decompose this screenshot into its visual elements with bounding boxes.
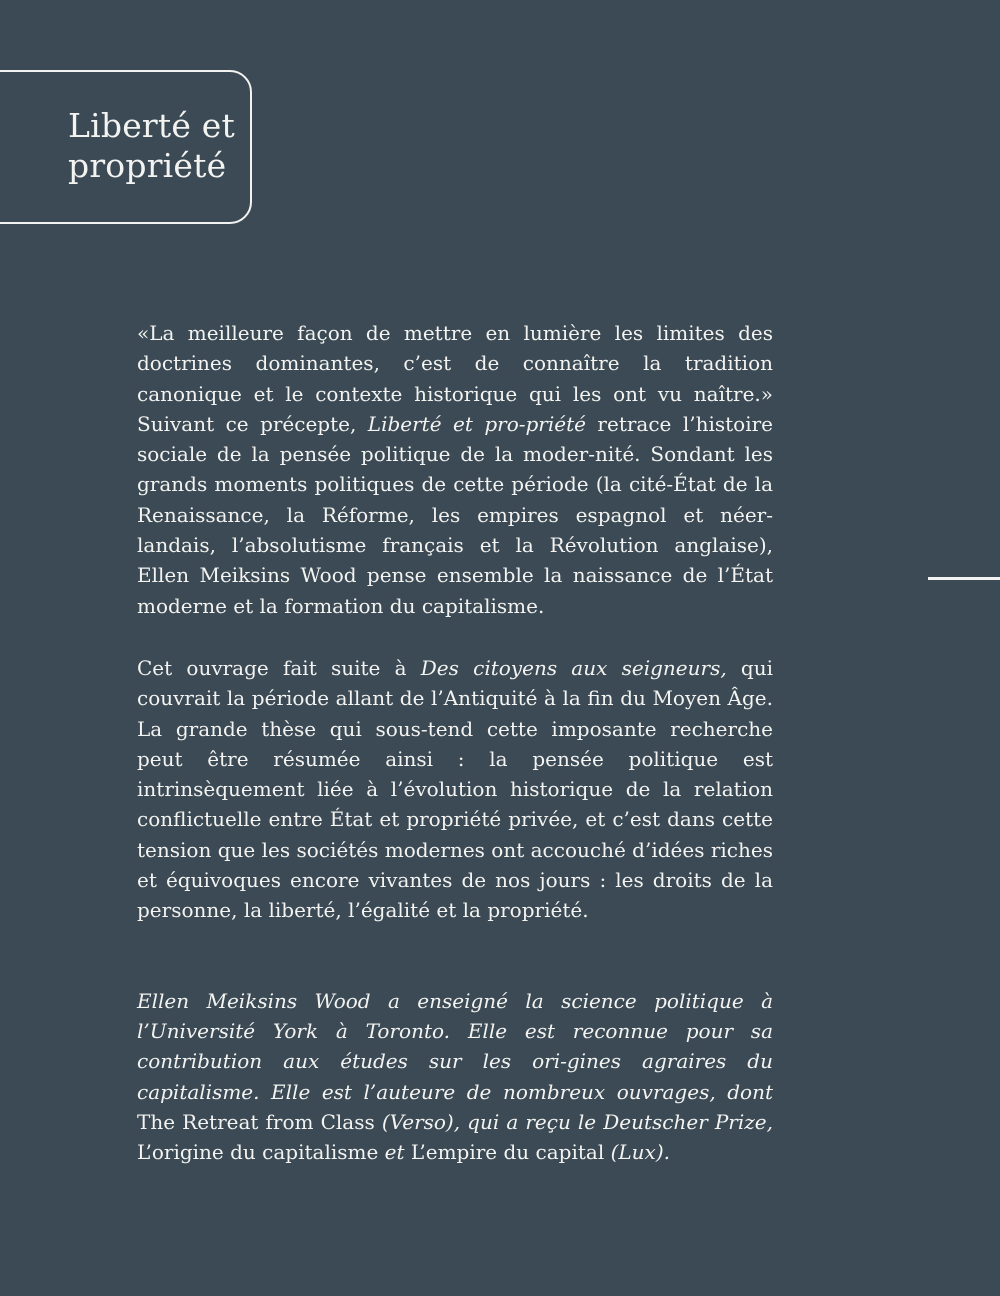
book-title xyxy=(68,106,238,185)
bio-book-2: L’origine du capitalisme xyxy=(137,1140,379,1165)
bio-book-3: L’empire du capital xyxy=(410,1140,605,1165)
bio-text-d: (Lux). xyxy=(604,1140,670,1165)
book-title-line-1: Liberté et xyxy=(68,106,235,145)
summary-1-text-b: retrace l’histoire sociale de la pensée politique de la moder-nité. Sondant les grands moments politiques de cette période (la cité-État de la Renaissance, la Réforme, les empires espagnol et néer-landais, l’absolutisme français et la Révolution anglaise), Ellen Meiksins Wood pense ensemble la naissance de l’État moderne et la formation du capitalisme. xyxy=(137,411,774,618)
book-title-line-2: propriété xyxy=(68,145,227,185)
author-bio xyxy=(137,986,773,1168)
bio-text-b: (Verso), qui a reçu le Deutscher Prize, xyxy=(374,1109,773,1134)
summary-paragraph-2 xyxy=(137,653,773,926)
summary-2-text-a: Cet ouvrage fait suite à xyxy=(137,655,421,680)
summary-2-italic-title: Des citoyens aux seigneurs, xyxy=(420,655,727,680)
side-rule xyxy=(928,577,1000,580)
summary-1-italic-title: Liberté et pro-priété xyxy=(367,411,586,436)
summary-paragraph-1 xyxy=(137,318,773,621)
summary-2-text-b: qui couvrait la période allant de l’Antiquité à la fin du Moyen Âge. La grande thèse qui sous-tend cette imposante recherche peut être résumée ainsi : la pensée politique est intrinsèquement liée à l’évolution historique de la relation conflictuelle entre État et propriété privée, et c’est dans cette tension que les sociétés modernes ont accouché d’idées riches et équivoques encore vivantes de nos jours : les droits de la personne, la liberté, l’égalité et la propriété. xyxy=(137,655,774,923)
bio-text-a: Ellen Meiksins Wood a enseigné la science politique à l’Université York à Toronto. Elle est reconnue pour sa contribution aux études sur les ori-gines agraires du capitalisme. Elle est l’auteure de nombreux ouvrages, dont xyxy=(137,988,773,1104)
back-cover-text xyxy=(137,318,773,1167)
summary-1-text-a: «La meilleure façon de mettre en lumière les limites des doctrines dominantes, c’est de connaître la tradition canonique et le contexte historique qui les ont vu naître.» Suivant ce précepte, xyxy=(137,321,773,436)
bio-text-c: et xyxy=(378,1140,411,1165)
bio-book-1: The Retreat from Class xyxy=(137,1109,375,1134)
